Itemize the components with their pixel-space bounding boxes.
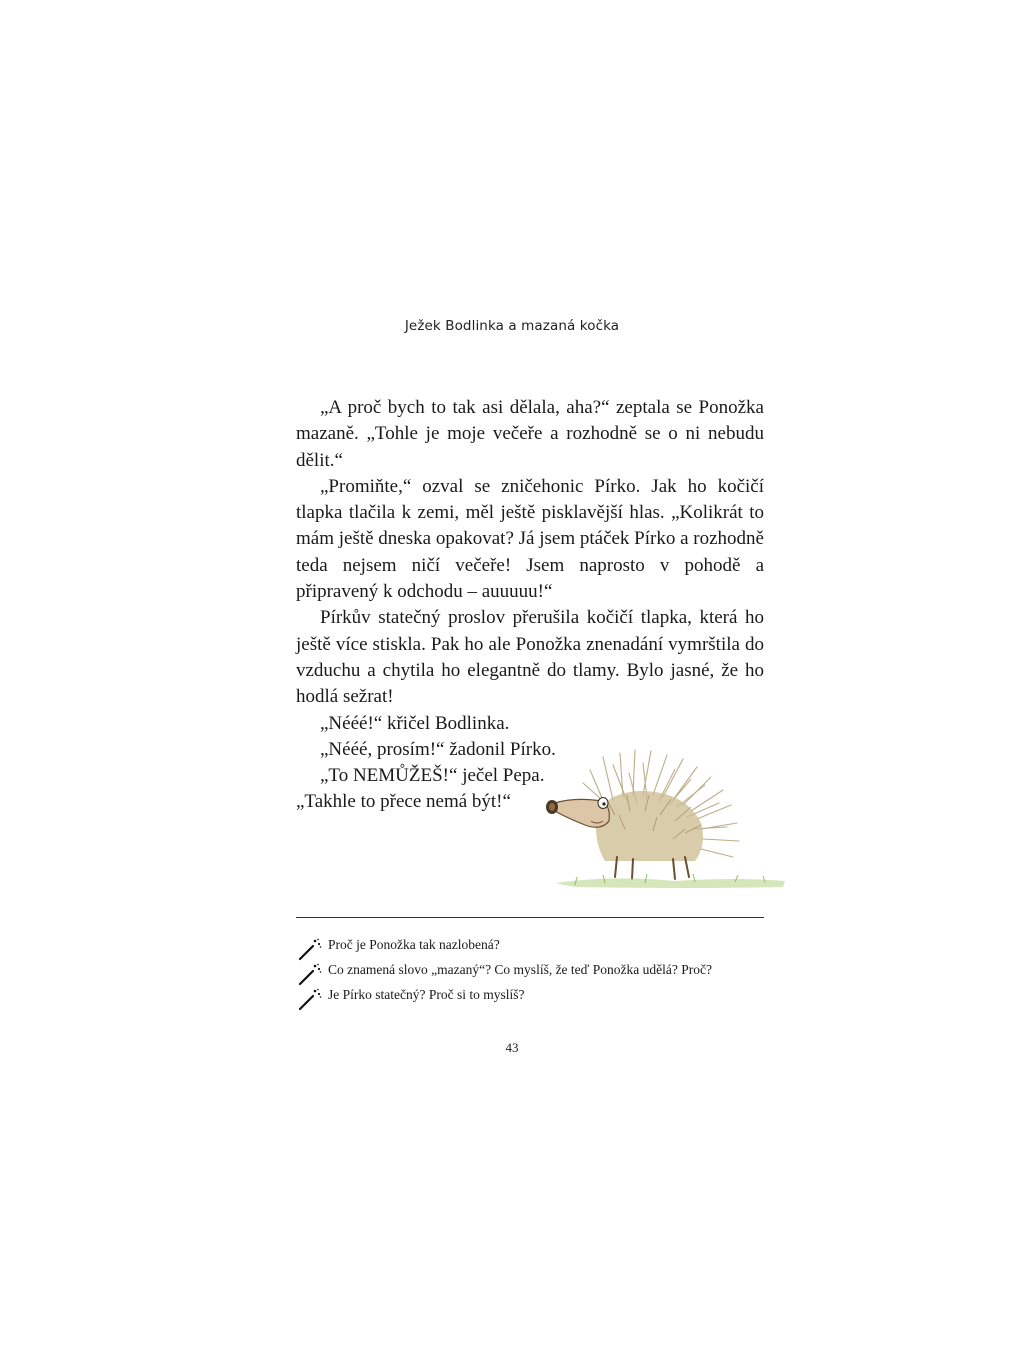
hedgehog-illustration (535, 745, 795, 895)
magic-wand-icon (298, 987, 324, 1011)
paragraph: „To NEMŮŽEŠ!“ ječel Pepa. (320, 765, 545, 787)
question-text: Co znamená slovo „mazaný“? Co myslíš, že teď Ponožka udělá? Proč? (328, 962, 712, 977)
paragraph: „A proč bych to tak asi dělala, aha?“ zeptala se Ponožka mazaně. „Tohle je moje večeře a rozhodně se o ni nebudu dělit.“ (296, 397, 764, 471)
question-text: Proč je Ponožka tak nazlobená? (328, 937, 500, 952)
paragraph: Pírkův statečný proslov přerušila kočičí tlapka, která ho ještě více stiskla. Pak ho ale Ponožka znenadání vymrštila do vzduchu a chytila ho elegantně do tlamy. Bylo jasné, že ho hodlá sežrat! (296, 607, 764, 708)
question-item (298, 986, 768, 1011)
magic-wand-icon (298, 937, 324, 961)
magic-wand-icon (298, 962, 324, 986)
paragraph: „Nééé, prosím!“ žadonil Pírko. (320, 738, 556, 760)
paragraph: „Promiňte,“ ozval se zničehonic Pírko. Jak ho kočičí tlapka tlačila k zemi, měl ještě pisklavější hlas. „Kolikrát to mám ještě dneska opakovat? Já jsem ptáček Pírko a rozhodně teda nejsem ničí večeře! Jsem naprosto v pohodě a připravený k odchodu – auuuuu!“ (296, 475, 764, 603)
question-list (298, 936, 768, 1011)
running-head: Ježek Bodlinka a mazaná kočka (404, 318, 620, 334)
question-item (298, 936, 768, 961)
question-item (298, 961, 768, 986)
question-text: Je Pírko statečný? Proč si to myslíš? (328, 987, 525, 1002)
paragraph: „Takhle to přece nemá být!“ (296, 791, 511, 813)
footnote-divider (296, 917, 764, 918)
paragraph: „Nééé!“ křičel Bodlinka. (320, 712, 510, 734)
page-number: 43 (505, 1040, 519, 1055)
